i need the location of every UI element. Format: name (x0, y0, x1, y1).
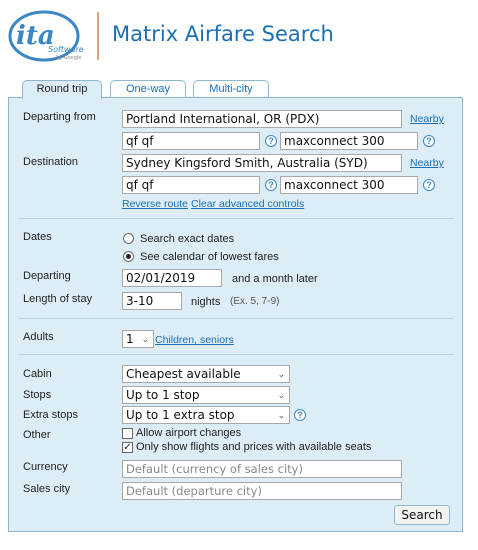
cabin-select[interactable] (122, 365, 290, 383)
stops-label: Stops (23, 389, 52, 401)
help-icon[interactable]: ? (265, 135, 277, 147)
cabin-value: Cheapest available (126, 367, 241, 381)
destination-nearby-link[interactable]: Nearby (410, 157, 444, 169)
tab-round-trip[interactable]: Round trip (22, 80, 102, 99)
departing-date-label: Departing (23, 270, 71, 282)
allow-changes-label: Allow airport changes (136, 427, 242, 439)
length-of-stay-input[interactable]: 3-10 (122, 292, 182, 310)
chevron-down-icon: ⌄ (141, 335, 149, 345)
only-available-label: Only show flights and prices with available seats (136, 441, 372, 453)
length-of-stay-label: Length of stay (23, 293, 93, 305)
stops-value: Up to 1 stop (126, 388, 200, 402)
header-divider (97, 12, 99, 60)
destination-routing-input[interactable]: maxconnect 300 (280, 176, 418, 194)
help-icon[interactable]: ? (265, 179, 277, 191)
exact-dates-radio[interactable] (123, 233, 134, 244)
section-divider (19, 218, 454, 219)
departing-from-label: Departing from (23, 111, 96, 123)
section-divider (19, 354, 454, 355)
ita-logo (6, 6, 86, 64)
departing-carrier-input[interactable]: qf qf (122, 132, 260, 150)
page-title: Matrix Airfare Search (112, 22, 334, 46)
calendar-label: See calendar of lowest fares (140, 251, 279, 263)
search-form-panel (8, 97, 463, 532)
logo-by: by Google (56, 55, 82, 61)
sales-city-input[interactable]: Default (departure city) (122, 482, 402, 500)
departing-routing-input[interactable]: maxconnect 300 (280, 132, 418, 150)
destination-label: Destination (23, 156, 79, 168)
destination-carrier-input[interactable]: qf qf (122, 176, 260, 194)
extra-stops-select[interactable] (122, 406, 290, 424)
departing-date-input[interactable]: 02/01/2019 (122, 269, 222, 287)
help-icon[interactable]: ? (294, 409, 306, 421)
help-icon[interactable]: ? (423, 135, 435, 147)
chevron-down-icon: ⌄ (277, 370, 285, 380)
children-seniors-link[interactable]: Children, seniors (155, 334, 234, 346)
adults-value: 1 (126, 332, 134, 346)
exact-dates-label: Search exact dates (140, 233, 235, 245)
destination-input[interactable]: Sydney Kingsford Smith, Australia (SYD) (122, 154, 402, 172)
stops-select[interactable] (122, 386, 290, 404)
sales-city-label: Sales city (23, 483, 71, 495)
search-button[interactable]: Search (394, 505, 450, 525)
tab-one-way[interactable]: One-way (110, 80, 186, 98)
only-available-checkbox[interactable]: ✓ (123, 442, 132, 453)
nights-label: nights (191, 296, 221, 308)
chevron-down-icon: ⌄ (277, 391, 285, 401)
currency-input[interactable]: Default (currency of sales city) (122, 460, 402, 478)
logo-sub: Software (48, 45, 84, 54)
departing-from-input[interactable]: Portland International, OR (PDX) (122, 110, 402, 128)
adults-select[interactable] (122, 330, 154, 348)
tab-multi-city[interactable]: Multi-city (193, 80, 269, 98)
dates-label: Dates (23, 231, 52, 243)
allow-changes-checkbox[interactable] (122, 428, 133, 439)
currency-label: Currency (23, 461, 68, 473)
logo-text: ita (16, 21, 55, 51)
stay-hint: (Ex. 5, 7-9) (230, 296, 280, 307)
ita-logo-icon (6, 6, 86, 64)
help-icon[interactable]: ? (423, 179, 435, 191)
section-divider (19, 318, 454, 319)
chevron-down-icon: ⌄ (277, 411, 285, 421)
departing-nearby-link[interactable]: Nearby (410, 113, 444, 125)
clear-advanced-link[interactable]: Clear advanced controls (191, 198, 305, 210)
calendar-radio[interactable] (123, 251, 134, 262)
extra-stops-value: Up to 1 extra stop (126, 408, 235, 422)
other-label: Other (23, 429, 51, 441)
reverse-route-link[interactable]: Reverse route (122, 198, 188, 210)
cabin-label: Cabin (23, 368, 52, 380)
departing-date-suffix: and a month later (232, 273, 318, 285)
extra-stops-label: Extra stops (23, 409, 79, 421)
adults-label: Adults (23, 331, 54, 343)
